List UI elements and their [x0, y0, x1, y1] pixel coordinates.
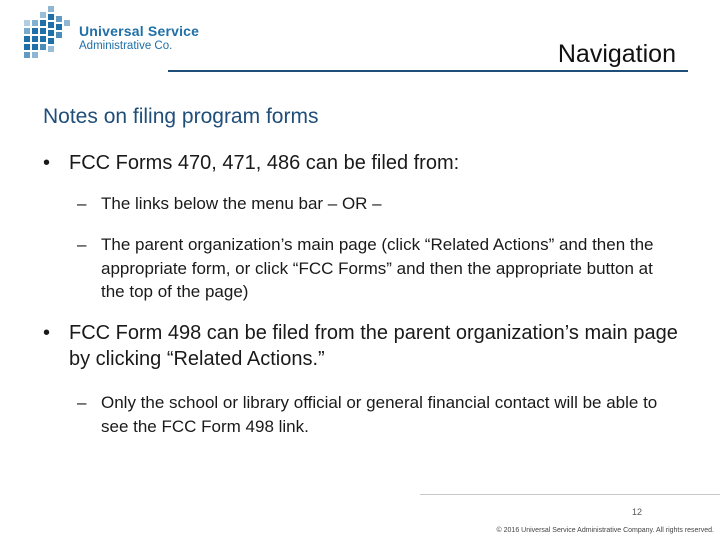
logo-name: Universal Service	[79, 23, 200, 39]
bullet-marker: •	[43, 152, 51, 174]
subbullet-marker: –	[77, 235, 87, 254]
copyright-notice: © 2016 Universal Service Administrative Company. All rights reserved.	[496, 527, 714, 534]
section-heading: Notes on filing program forms	[43, 105, 319, 128]
bullet-text: FCC Form 498 can be filed from the parent organization’s main page by clicking “Related Actions.”	[69, 322, 678, 370]
page-number: 12	[631, 507, 642, 517]
slide-title: Navigation	[557, 40, 676, 68]
bullet-marker: •	[43, 322, 51, 344]
logo-subtitle: Administrative Co.	[79, 40, 173, 52]
usac-logo-mark-icon	[22, 6, 74, 62]
bullet-text: FCC Forms 470, 471, 486 can be filed from:	[69, 152, 460, 174]
subbullet-marker: –	[77, 393, 87, 412]
usac-logo	[22, 6, 200, 62]
subbullet-text: The links below the menu bar – OR –	[101, 194, 382, 213]
subbullet-text: The parent organization’s main page (click “Related Actions” and then the appropriate form, or click “FCC Forms” and then the appropriate button at the top of the page)	[101, 235, 654, 301]
title-divider	[168, 70, 688, 72]
subbullet-marker: –	[77, 194, 87, 213]
footer-divider	[420, 494, 720, 495]
subbullet-text: Only the school or library official or general financial contact will be able to see the FCC Form 498 link.	[101, 393, 658, 436]
